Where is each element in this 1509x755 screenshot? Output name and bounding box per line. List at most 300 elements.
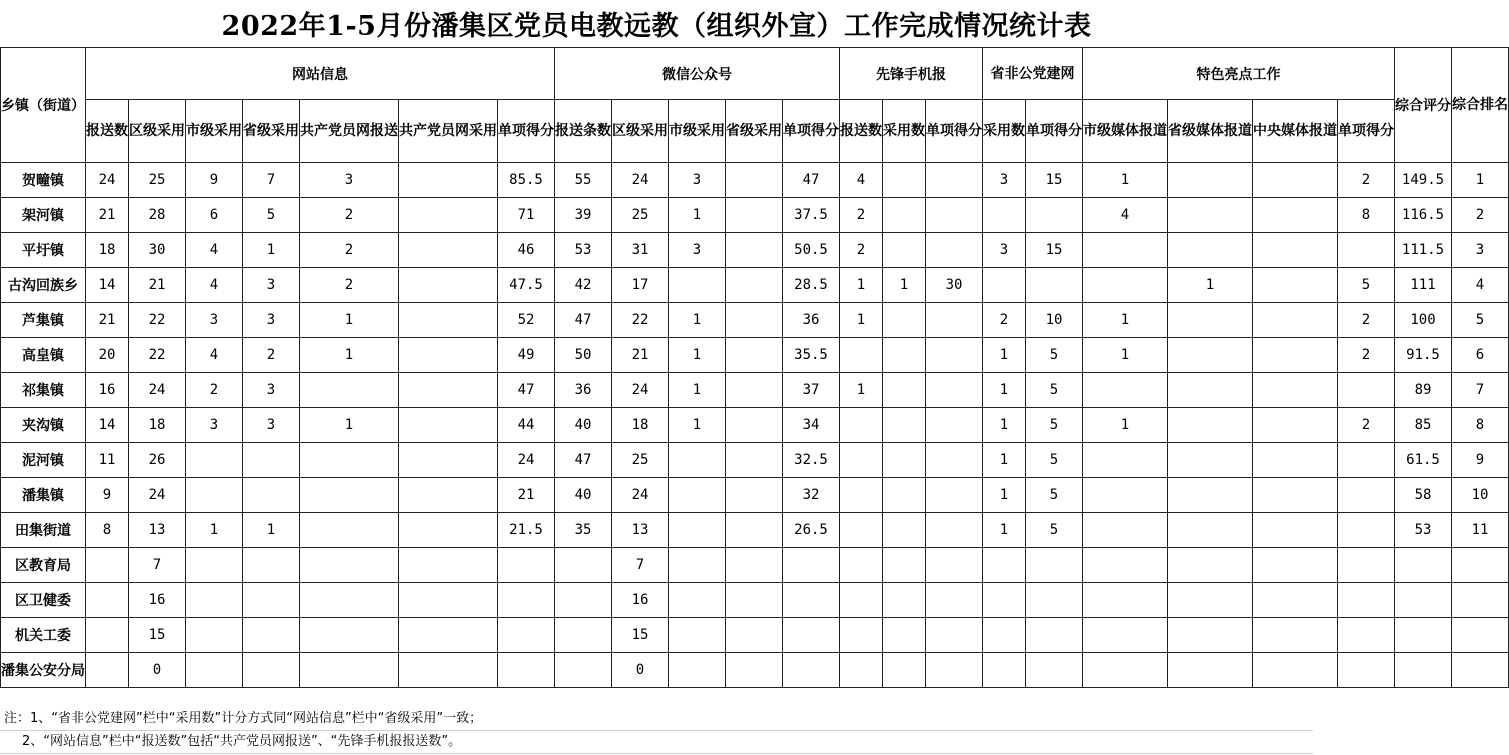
table-cell[interactable]: 14 <box>86 268 129 303</box>
table-cell[interactable] <box>1026 268 1083 303</box>
table-cell[interactable]: 7 <box>612 548 669 583</box>
row-town-name[interactable]: 夹沟镇 <box>1 408 86 443</box>
row-town-name[interactable]: 芦集镇 <box>1 303 86 338</box>
table-cell[interactable] <box>926 583 983 618</box>
table-cell[interactable] <box>300 618 399 653</box>
table-cell[interactable]: 15 <box>612 618 669 653</box>
table-cell[interactable] <box>926 478 983 513</box>
table-cell[interactable] <box>883 198 926 233</box>
table-cell[interactable] <box>1168 548 1253 583</box>
table-cell[interactable] <box>186 478 243 513</box>
table-cell[interactable]: 4 <box>1452 268 1509 303</box>
table-cell[interactable] <box>1338 583 1395 618</box>
table-cell[interactable]: 37 <box>783 373 840 408</box>
table-cell[interactable]: 2 <box>840 233 883 268</box>
table-cell[interactable] <box>1395 653 1452 688</box>
table-cell[interactable]: 2 <box>840 198 883 233</box>
table-cell[interactable] <box>726 233 783 268</box>
table-cell[interactable] <box>399 583 498 618</box>
table-cell[interactable]: 5 <box>1338 268 1395 303</box>
table-cell[interactable]: 11 <box>1452 513 1509 548</box>
table-cell[interactable]: 5 <box>243 198 300 233</box>
table-cell[interactable]: 2 <box>1452 198 1509 233</box>
table-cell[interactable]: 28.5 <box>783 268 840 303</box>
table-cell[interactable] <box>669 268 726 303</box>
table-cell[interactable] <box>1338 233 1395 268</box>
row-town-name[interactable]: 泥河镇 <box>1 443 86 478</box>
table-cell[interactable] <box>669 513 726 548</box>
table-cell[interactable]: 1 <box>300 338 399 373</box>
table-cell[interactable]: 24 <box>612 163 669 198</box>
table-cell[interactable] <box>399 408 498 443</box>
table-cell[interactable]: 6 <box>186 198 243 233</box>
table-cell[interactable] <box>883 373 926 408</box>
table-cell[interactable] <box>243 583 300 618</box>
table-cell[interactable]: 8 <box>1452 408 1509 443</box>
table-cell[interactable] <box>1083 268 1168 303</box>
table-cell[interactable]: 1 <box>1083 303 1168 338</box>
table-cell[interactable]: 3 <box>1452 233 1509 268</box>
table-cell[interactable]: 18 <box>129 408 186 443</box>
table-cell[interactable]: 3 <box>186 408 243 443</box>
table-cell[interactable] <box>1338 618 1395 653</box>
table-cell[interactable] <box>926 443 983 478</box>
table-cell[interactable] <box>186 653 243 688</box>
table-cell[interactable]: 61.5 <box>1395 443 1452 478</box>
table-cell[interactable]: 1 <box>983 513 1026 548</box>
table-cell[interactable] <box>926 408 983 443</box>
table-cell[interactable] <box>1168 478 1253 513</box>
table-cell[interactable]: 111 <box>1395 268 1452 303</box>
table-cell[interactable]: 15 <box>1026 233 1083 268</box>
table-cell[interactable]: 1 <box>1083 338 1168 373</box>
table-cell[interactable]: 30 <box>926 268 983 303</box>
table-cell[interactable] <box>726 268 783 303</box>
table-cell[interactable]: 21 <box>612 338 669 373</box>
table-cell[interactable] <box>1253 373 1338 408</box>
table-cell[interactable]: 24 <box>612 373 669 408</box>
table-cell[interactable] <box>840 513 883 548</box>
table-cell[interactable] <box>726 478 783 513</box>
table-cell[interactable] <box>1338 478 1395 513</box>
table-cell[interactable]: 1 <box>243 233 300 268</box>
table-cell[interactable]: 25 <box>129 163 186 198</box>
table-cell[interactable] <box>399 268 498 303</box>
table-cell[interactable]: 111.5 <box>1395 233 1452 268</box>
table-cell[interactable]: 5 <box>1026 373 1083 408</box>
table-cell[interactable] <box>1253 163 1338 198</box>
table-cell[interactable] <box>726 653 783 688</box>
table-cell[interactable] <box>726 618 783 653</box>
table-cell[interactable]: 1 <box>983 443 1026 478</box>
table-cell[interactable] <box>883 583 926 618</box>
row-town-name[interactable]: 祁集镇 <box>1 373 86 408</box>
table-cell[interactable] <box>399 653 498 688</box>
table-cell[interactable] <box>1338 443 1395 478</box>
table-cell[interactable] <box>883 338 926 373</box>
table-cell[interactable] <box>1168 443 1253 478</box>
table-cell[interactable]: 3 <box>300 163 399 198</box>
row-town-name[interactable]: 机关工委 <box>1 618 86 653</box>
table-cell[interactable] <box>983 198 1026 233</box>
table-cell[interactable]: 24 <box>498 443 555 478</box>
table-cell[interactable] <box>726 513 783 548</box>
table-cell[interactable] <box>300 513 399 548</box>
table-cell[interactable] <box>300 548 399 583</box>
table-cell[interactable]: 26 <box>129 443 186 478</box>
table-cell[interactable]: 26.5 <box>783 513 840 548</box>
table-cell[interactable]: 3 <box>186 303 243 338</box>
table-cell[interactable]: 15 <box>129 618 186 653</box>
table-cell[interactable] <box>883 618 926 653</box>
table-cell[interactable]: 1 <box>1083 408 1168 443</box>
table-cell[interactable] <box>883 233 926 268</box>
table-cell[interactable]: 31 <box>612 233 669 268</box>
table-cell[interactable]: 24 <box>129 478 186 513</box>
table-cell[interactable] <box>726 338 783 373</box>
table-cell[interactable] <box>1253 443 1338 478</box>
table-cell[interactable]: 22 <box>612 303 669 338</box>
table-cell[interactable] <box>1338 548 1395 583</box>
table-cell[interactable] <box>1168 338 1253 373</box>
table-cell[interactable] <box>1168 373 1253 408</box>
table-cell[interactable]: 149.5 <box>1395 163 1452 198</box>
table-cell[interactable]: 2 <box>1338 338 1395 373</box>
table-cell[interactable] <box>726 408 783 443</box>
table-cell[interactable] <box>1452 548 1509 583</box>
table-cell[interactable] <box>399 373 498 408</box>
table-cell[interactable] <box>555 548 612 583</box>
table-cell[interactable]: 15 <box>1026 163 1083 198</box>
table-cell[interactable]: 47 <box>555 303 612 338</box>
table-cell[interactable]: 1 <box>1083 163 1168 198</box>
table-cell[interactable] <box>498 548 555 583</box>
table-cell[interactable]: 1 <box>883 268 926 303</box>
table-cell[interactable] <box>883 443 926 478</box>
table-cell[interactable]: 1 <box>669 198 726 233</box>
row-town-name[interactable]: 区教育局 <box>1 548 86 583</box>
table-cell[interactable]: 3 <box>669 233 726 268</box>
table-cell[interactable]: 24 <box>86 163 129 198</box>
table-cell[interactable] <box>1083 653 1168 688</box>
table-cell[interactable]: 21.5 <box>498 513 555 548</box>
table-cell[interactable]: 4 <box>1083 198 1168 233</box>
table-cell[interactable]: 30 <box>129 233 186 268</box>
table-cell[interactable]: 10 <box>1452 478 1509 513</box>
table-cell[interactable]: 7 <box>243 163 300 198</box>
table-cell[interactable] <box>840 618 883 653</box>
table-cell[interactable]: 116.5 <box>1395 198 1452 233</box>
table-cell[interactable]: 11 <box>86 443 129 478</box>
table-cell[interactable] <box>926 373 983 408</box>
table-cell[interactable]: 25 <box>612 443 669 478</box>
table-cell[interactable] <box>1026 618 1083 653</box>
table-cell[interactable] <box>498 583 555 618</box>
table-cell[interactable] <box>399 198 498 233</box>
table-cell[interactable] <box>186 583 243 618</box>
table-cell[interactable] <box>186 548 243 583</box>
table-cell[interactable]: 28 <box>129 198 186 233</box>
table-cell[interactable]: 47 <box>555 443 612 478</box>
table-cell[interactable] <box>1168 198 1253 233</box>
table-cell[interactable]: 1 <box>186 513 243 548</box>
table-cell[interactable] <box>399 618 498 653</box>
table-cell[interactable]: 91.5 <box>1395 338 1452 373</box>
table-cell[interactable] <box>186 443 243 478</box>
table-cell[interactable]: 1 <box>669 408 726 443</box>
table-cell[interactable]: 3 <box>243 373 300 408</box>
table-cell[interactable] <box>983 268 1026 303</box>
table-cell[interactable] <box>1083 233 1168 268</box>
table-cell[interactable]: 55 <box>555 163 612 198</box>
table-cell[interactable]: 5 <box>1026 443 1083 478</box>
table-cell[interactable]: 85 <box>1395 408 1452 443</box>
table-cell[interactable]: 1 <box>243 513 300 548</box>
table-cell[interactable]: 100 <box>1395 303 1452 338</box>
table-cell[interactable]: 24 <box>612 478 669 513</box>
table-cell[interactable] <box>1026 583 1083 618</box>
table-cell[interactable] <box>783 548 840 583</box>
table-cell[interactable]: 5 <box>1026 408 1083 443</box>
table-cell[interactable] <box>926 303 983 338</box>
table-cell[interactable] <box>1253 268 1338 303</box>
table-cell[interactable] <box>1452 653 1509 688</box>
table-cell[interactable]: 8 <box>1338 198 1395 233</box>
table-cell[interactable]: 52 <box>498 303 555 338</box>
table-cell[interactable] <box>498 653 555 688</box>
table-cell[interactable] <box>840 653 883 688</box>
table-cell[interactable] <box>1395 548 1452 583</box>
table-cell[interactable]: 2 <box>1338 408 1395 443</box>
table-cell[interactable]: 2 <box>243 338 300 373</box>
table-cell[interactable] <box>555 583 612 618</box>
table-cell[interactable] <box>399 338 498 373</box>
table-cell[interactable] <box>926 163 983 198</box>
table-cell[interactable]: 44 <box>498 408 555 443</box>
table-cell[interactable]: 1 <box>840 373 883 408</box>
table-cell[interactable]: 36 <box>783 303 840 338</box>
table-cell[interactable]: 4 <box>840 163 883 198</box>
table-cell[interactable] <box>1168 233 1253 268</box>
table-cell[interactable]: 5 <box>1026 513 1083 548</box>
table-cell[interactable]: 50.5 <box>783 233 840 268</box>
table-cell[interactable]: 20 <box>86 338 129 373</box>
table-cell[interactable] <box>399 303 498 338</box>
table-cell[interactable]: 22 <box>129 338 186 373</box>
table-cell[interactable] <box>1338 513 1395 548</box>
table-cell[interactable]: 85.5 <box>498 163 555 198</box>
table-cell[interactable]: 2 <box>1338 163 1395 198</box>
table-cell[interactable] <box>726 163 783 198</box>
table-cell[interactable]: 16 <box>86 373 129 408</box>
table-cell[interactable]: 1 <box>669 303 726 338</box>
table-cell[interactable]: 7 <box>129 548 186 583</box>
table-cell[interactable] <box>1395 583 1452 618</box>
table-cell[interactable] <box>1395 618 1452 653</box>
table-cell[interactable]: 71 <box>498 198 555 233</box>
table-cell[interactable] <box>1083 618 1168 653</box>
table-cell[interactable]: 32 <box>783 478 840 513</box>
row-town-name[interactable]: 区卫健委 <box>1 583 86 618</box>
table-cell[interactable] <box>1253 478 1338 513</box>
table-cell[interactable] <box>243 443 300 478</box>
table-cell[interactable] <box>300 478 399 513</box>
table-cell[interactable] <box>840 478 883 513</box>
table-cell[interactable] <box>1026 548 1083 583</box>
table-cell[interactable]: 3 <box>983 233 1026 268</box>
table-cell[interactable]: 10 <box>1026 303 1083 338</box>
table-cell[interactable] <box>1168 583 1253 618</box>
table-cell[interactable] <box>1083 443 1168 478</box>
table-cell[interactable] <box>1083 583 1168 618</box>
table-cell[interactable]: 53 <box>1395 513 1452 548</box>
table-cell[interactable] <box>399 513 498 548</box>
table-cell[interactable]: 46 <box>498 233 555 268</box>
table-cell[interactable] <box>926 653 983 688</box>
table-cell[interactable] <box>1253 233 1338 268</box>
table-cell[interactable]: 2 <box>300 198 399 233</box>
table-cell[interactable] <box>1253 618 1338 653</box>
table-cell[interactable] <box>555 618 612 653</box>
table-cell[interactable] <box>726 443 783 478</box>
table-cell[interactable] <box>1253 198 1338 233</box>
table-cell[interactable] <box>669 443 726 478</box>
table-cell[interactable] <box>86 548 129 583</box>
table-cell[interactable]: 0 <box>612 653 669 688</box>
table-cell[interactable]: 18 <box>612 408 669 443</box>
table-cell[interactable]: 2 <box>300 233 399 268</box>
table-cell[interactable] <box>983 653 1026 688</box>
table-cell[interactable]: 0 <box>129 653 186 688</box>
table-cell[interactable] <box>1253 653 1338 688</box>
table-cell[interactable] <box>300 443 399 478</box>
table-cell[interactable]: 18 <box>86 233 129 268</box>
table-cell[interactable]: 37.5 <box>783 198 840 233</box>
row-town-name[interactable]: 平圩镇 <box>1 233 86 268</box>
table-cell[interactable]: 1 <box>300 408 399 443</box>
table-cell[interactable]: 50 <box>555 338 612 373</box>
row-town-name[interactable]: 潘集镇 <box>1 478 86 513</box>
table-cell[interactable]: 9 <box>186 163 243 198</box>
table-cell[interactable] <box>883 478 926 513</box>
table-cell[interactable] <box>300 653 399 688</box>
table-cell[interactable]: 49 <box>498 338 555 373</box>
row-town-name[interactable]: 潘集公安分局 <box>1 653 86 688</box>
table-cell[interactable]: 16 <box>612 583 669 618</box>
table-cell[interactable] <box>726 373 783 408</box>
table-cell[interactable] <box>498 618 555 653</box>
table-cell[interactable]: 42 <box>555 268 612 303</box>
table-cell[interactable] <box>726 198 783 233</box>
table-cell[interactable]: 3 <box>243 303 300 338</box>
table-cell[interactable] <box>399 478 498 513</box>
table-cell[interactable] <box>926 548 983 583</box>
table-cell[interactable] <box>840 548 883 583</box>
table-cell[interactable] <box>1253 583 1338 618</box>
table-cell[interactable] <box>1338 373 1395 408</box>
table-cell[interactable]: 34 <box>783 408 840 443</box>
table-cell[interactable] <box>1026 198 1083 233</box>
table-cell[interactable] <box>555 653 612 688</box>
table-cell[interactable] <box>1168 513 1253 548</box>
table-cell[interactable]: 1 <box>1168 268 1253 303</box>
table-cell[interactable]: 4 <box>186 268 243 303</box>
table-cell[interactable]: 3 <box>243 408 300 443</box>
table-cell[interactable] <box>243 653 300 688</box>
table-cell[interactable]: 21 <box>86 198 129 233</box>
table-cell[interactable]: 1 <box>983 408 1026 443</box>
table-cell[interactable] <box>669 478 726 513</box>
table-cell[interactable]: 1 <box>840 303 883 338</box>
table-cell[interactable]: 40 <box>555 478 612 513</box>
table-cell[interactable]: 32.5 <box>783 443 840 478</box>
table-cell[interactable]: 58 <box>1395 478 1452 513</box>
table-cell[interactable]: 35.5 <box>783 338 840 373</box>
table-cell[interactable] <box>1253 548 1338 583</box>
table-cell[interactable] <box>300 373 399 408</box>
table-cell[interactable]: 21 <box>86 303 129 338</box>
table-cell[interactable]: 13 <box>129 513 186 548</box>
table-cell[interactable] <box>186 618 243 653</box>
table-cell[interactable]: 3 <box>669 163 726 198</box>
table-cell[interactable] <box>399 163 498 198</box>
table-cell[interactable] <box>1253 513 1338 548</box>
table-cell[interactable] <box>1083 478 1168 513</box>
row-town-name[interactable]: 高皇镇 <box>1 338 86 373</box>
row-town-name[interactable]: 田集街道 <box>1 513 86 548</box>
table-cell[interactable]: 4 <box>186 338 243 373</box>
table-cell[interactable] <box>1168 303 1253 338</box>
table-cell[interactable]: 3 <box>243 268 300 303</box>
table-cell[interactable] <box>1168 653 1253 688</box>
table-cell[interactable] <box>726 583 783 618</box>
table-cell[interactable]: 13 <box>612 513 669 548</box>
table-cell[interactable] <box>1026 653 1083 688</box>
table-cell[interactable] <box>399 548 498 583</box>
table-cell[interactable]: 1 <box>840 268 883 303</box>
table-cell[interactable] <box>399 443 498 478</box>
row-town-name[interactable]: 贺疃镇 <box>1 163 86 198</box>
table-cell[interactable] <box>983 618 1026 653</box>
table-cell[interactable] <box>300 583 399 618</box>
table-cell[interactable] <box>243 548 300 583</box>
table-cell[interactable]: 36 <box>555 373 612 408</box>
table-cell[interactable] <box>669 653 726 688</box>
table-cell[interactable] <box>840 443 883 478</box>
table-cell[interactable]: 1 <box>1452 163 1509 198</box>
table-cell[interactable]: 4 <box>186 233 243 268</box>
table-cell[interactable]: 21 <box>129 268 186 303</box>
table-cell[interactable] <box>783 583 840 618</box>
table-cell[interactable]: 17 <box>612 268 669 303</box>
table-cell[interactable] <box>1168 163 1253 198</box>
table-cell[interactable] <box>1253 338 1338 373</box>
table-cell[interactable] <box>1083 513 1168 548</box>
table-cell[interactable] <box>1168 408 1253 443</box>
table-cell[interactable]: 35 <box>555 513 612 548</box>
table-cell[interactable]: 25 <box>612 198 669 233</box>
table-cell[interactable]: 1 <box>983 478 1026 513</box>
table-cell[interactable]: 1 <box>983 373 1026 408</box>
table-cell[interactable] <box>669 618 726 653</box>
table-cell[interactable] <box>840 583 883 618</box>
row-town-name[interactable]: 架河镇 <box>1 198 86 233</box>
table-cell[interactable]: 5 <box>1026 338 1083 373</box>
table-cell[interactable] <box>883 548 926 583</box>
table-cell[interactable] <box>883 513 926 548</box>
table-cell[interactable] <box>86 618 129 653</box>
table-cell[interactable] <box>243 618 300 653</box>
